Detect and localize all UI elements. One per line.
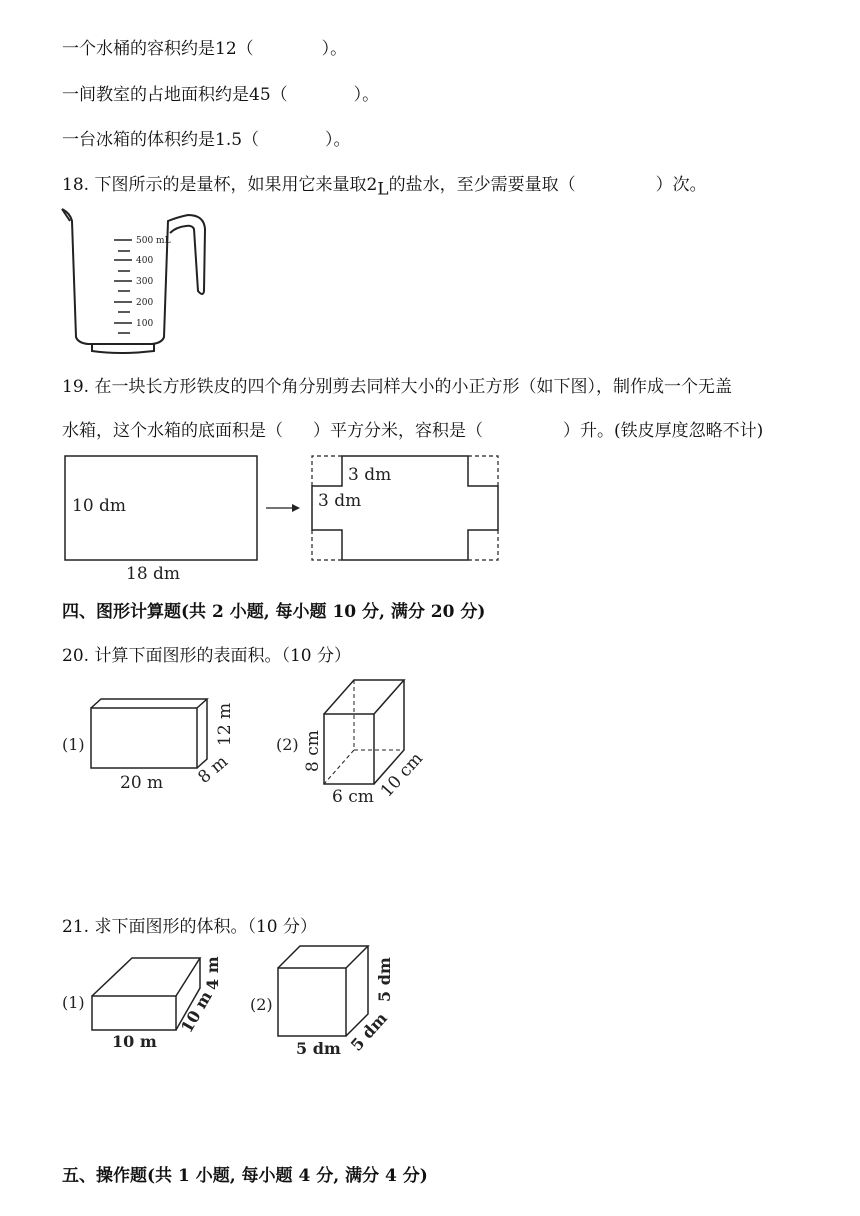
- q21-1-length-label: 10 m: [112, 1032, 157, 1051]
- line-classroom-prefix: 一间教室的占地面积约是45（: [62, 85, 288, 105]
- q21-2-width-label: 5 dm: [346, 1008, 391, 1055]
- figure-label-1: (1): [62, 993, 85, 1012]
- sheet-width-label: 18 dm: [126, 564, 181, 584]
- q21-2-height-label: 5 dm: [375, 957, 394, 1002]
- q21-title: 21. 求下面图形的体积。（10 分）: [62, 917, 317, 937]
- q18-text-b: 的盐水，至少需要量取（: [388, 175, 576, 195]
- q20-2-height-label: 8 cm: [303, 730, 323, 772]
- measuring-cup-figure: [58, 205, 218, 355]
- figure-label-1: (1): [62, 735, 85, 754]
- q20-cuboid-1: [60, 680, 240, 810]
- q21-cube-2: [248, 940, 418, 1060]
- q20-1-length-label: 20 m: [120, 773, 164, 793]
- arrow-icon: [266, 504, 300, 512]
- cut-top-label: 3 dm: [348, 465, 392, 485]
- q21-2-length-label: 5 dm: [296, 1039, 341, 1058]
- figure-label-2: (2): [250, 995, 273, 1014]
- iron-sheet-figure: [60, 448, 520, 588]
- q18-value: 2: [366, 175, 378, 195]
- q20-1-height-label: 12 m: [215, 702, 235, 746]
- q19-line2-c: ）升。(铁皮厚度忽略不计): [563, 421, 764, 441]
- q18-text-c: ）次。: [655, 175, 707, 195]
- q21-1-width-label: 10 m: [177, 987, 216, 1036]
- cup-label-200: 200: [136, 298, 154, 308]
- line-classroom-area: [62, 80, 379, 105]
- line-fridge-volume: [62, 125, 351, 150]
- section-5-title: 五、操作题(共 1 小题, 每小题 4 分, 满分 4 分): [62, 1166, 428, 1186]
- q21-cuboid-1: [60, 950, 230, 1060]
- sheet-height-label: 10 dm: [72, 496, 127, 516]
- q20-2-width-label: 10 cm: [376, 748, 427, 802]
- q20-title: 20. 计算下面图形的表面积。（10 分）: [62, 646, 351, 666]
- q19-line2-b: ）平方分米，容积是（: [313, 421, 483, 441]
- line-classroom-suffix: ）。: [353, 85, 380, 105]
- q20-cuboid-2: [272, 672, 472, 812]
- line-bucket-suffix: ）。: [321, 39, 348, 59]
- q19-line2-a: 水箱，这个水箱的底面积是（: [62, 421, 283, 441]
- figure-label-2: (2): [276, 735, 299, 754]
- q20-2-length-label: 6 cm: [332, 787, 374, 807]
- line-bucket-prefix: 一个水桶的容积约是12（: [62, 39, 254, 59]
- q21-1-height-label: 4 m: [203, 956, 222, 990]
- q20-1-width-label: 8 m: [194, 751, 232, 788]
- line-fridge-suffix: ）。: [325, 130, 351, 150]
- cut-side-label: 3 dm: [318, 491, 362, 511]
- cup-label-100: 100: [136, 319, 154, 329]
- q19-line1: 19. 在一块长方形铁皮的四个角分别剪去同样大小的小正方形（如下图），制作成一个无盖: [62, 377, 732, 397]
- q19-line2: [62, 416, 763, 441]
- cup-label-500: 500 mL: [136, 236, 171, 246]
- section-4-title: 四、图形计算题(共 2 小题, 每小题 10 分, 满分 20 分): [62, 602, 486, 622]
- cup-label-400: 400: [136, 256, 154, 266]
- line-fridge-prefix: 一台冰箱的体积约是1.5（: [62, 130, 260, 150]
- q18-text-a: 18. 下图所示的是量杯，如果用它来量取: [62, 175, 367, 195]
- cup-label-300: 300: [136, 277, 154, 287]
- q18-unit: L: [377, 179, 389, 200]
- q18-text: [62, 170, 707, 199]
- line-bucket-volume: [62, 34, 347, 59]
